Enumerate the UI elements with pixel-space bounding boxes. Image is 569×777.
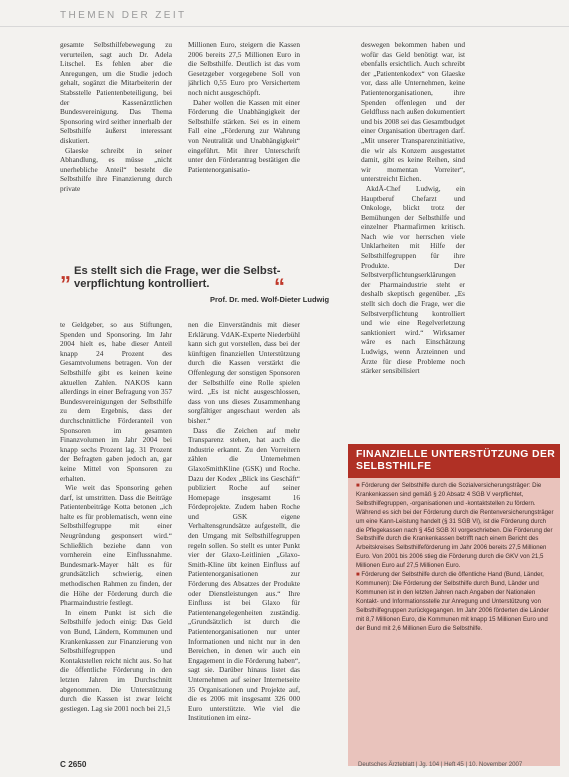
paragraph: nen die Einverständnis mit dieser Erklärung. VdAK-Experte Niederbühl kann sich gut vorstellen, dass bei der künftigen finanziellen Unterstützung durch die Kassen verstärkt die Offenlegung der sonstigen Sponsoren der Selbsthilfe eine Rolle spielen wird. „Es ist nicht ausgeschlossen, dass von uns dieses Zusammenhang sorgfältiger angeschaut werden als bisher.“ [188, 320, 300, 425]
column-2-bottom [188, 320, 300, 765]
info-box-body [356, 482, 554, 760]
info-box [348, 444, 560, 766]
column-1-bottom [60, 320, 172, 765]
column-3 [361, 40, 465, 426]
bullet-icon: ■ [356, 482, 360, 489]
quote-close-mark: “ [274, 274, 285, 299]
paragraph: In einem Punkt ist sich die Selbsthilfe jedoch einig: Das Geld von Bund, Ländern, Kommunen und Krankenkassen zur Finanzierung von Selbsthilfegruppen und Kontaktstellen reicht nicht aus. So hat die öffentliche Förderung in den letzten Jahren im Durchschnitt abgenommen. Die Unterstützung durch die Kassen ist zwar leicht gestiegen. Lag sie 2001 noch bei 21,5 [60, 607, 172, 713]
paragraph: te Geldgeber, so aus Stiftungen, Spenden und Sponsoring. Im Jahr 2004 hielt es, habe dieser Anteil knapp 24 Prozent des Gesamtvolumens betragen. Von der Selbsthilfe gibt es keinen keine aktuellen Zahlen. NAKOS kann allerdings in einer Befragung von 357 Bundesvereinigungen der Selbsthilfe zu dem Ergebnis, dass der durchschnittliche Förderanteil von Sponsoren im gesamten Finanzvolumen im Jahr 2004 bei knapp sechs Prozent lag. 31 Prozent der Befragten gaben jedoch an, gar keine Mittel von Sponsoren zu erhalten. [60, 320, 172, 483]
info-box-header [348, 444, 560, 478]
paragraph: deswegen bekommen haben und wofür das Geld benötigt war, ist ebenfalls ersichtlich. Auch schreibt der „Patientenkodex“ von Glaeske vor, dass alle Unternehmen, keine Patientenorganisationen, ihre Spenden offenlegen und der Geldfluss nach außen dokumentiert und bis 2008 sei das Gesamtbudget einer Organisation übertragen darf. „Mit unserer Transparenzinitiative, die wir als Konzern ausgestattet damit, gibt es keine Reihen, sind wir momentan Vorreiter“, unterstreicht Eichen. [361, 40, 465, 184]
info-box-text: Förderung der Selbsthilfe durch die Sozialversicherungsträger: Die Krankenkassen sind gemäß § 20 Absatz 4 SGB V verpflichtet, Selbsthilfegruppen, -organisationen und -kontaktstellen zu fördern. Während es sich bei der Förderung durch die Rentenversicherungsträger um eine Kann-Leistung handelt (§ 31 SGB VI), ist die Förderung durch die Pflegekassen nach § 45d SGB XI vorgeschrieben. Die Förderung der Selbsthilfe durch die Krankenkassen betrifft nach einem Bericht des Arbeitskreises Selbsthilfeförderung im Jahr 2006 bereits 27,5 Millionen Euro. Von 2001 bis 2006 stieg die Förderung durch die GKV von 21,5 Millionen Euro auf 27,5 Millionen Euro. [356, 482, 554, 570]
bullet-icon: ■ [356, 571, 360, 579]
paragraph: Glaeske schreibt in seiner Abhandlung, es müsse „nicht unerhebliche Anteil“ besteht die Selbsthilfe ihre Finanzierung durch private [60, 145, 172, 193]
info-box-title: FINANZIELLE UNTERSTÜTZUNG DER SELBSTHILFE [356, 449, 556, 473]
paragraph: Dass die Zeichen auf mehr Transparenz stehen, hat auch die Industrie erkannt. Zu den Vorreitern zählen die Unternehmen GlaxoSmithKline (GSK) und Roche. Dazu der Kodex „Blick ins Geschäft“ publiziert Roche auf seiner Homepage insgesamt 16 Fördeprojekte. Zudem haben Roche und GSK eigene Verhaltensgrundsätze aufgestellt, die den Umgang mit Selbsthilfegruppen regeln sollen. So stellt es unter Punkt vier der Glaxo-Leitlinien „Glaxo-Smith-Kline übt keinen Einfluss auf Patientenorganisationen zur Förderung des Absatzes der Produkte oder Dienstleistungen aus.“ Ihre Einfluss ist bei Glaxo für Patientenangelegenheiten zuständig. „Grundsätzlich ist durch die Patientenorganisationen nur unter Informationen und nicht nur in den Bereichen, in denen wir auch ein Engagement in die Förderung haben“, sagt sie. Darüber hinaus listet das Unternehmen auf seiner Internetseite 35 Organisationen und Projekte auf, die es 2006 mit insgesamt 326 000 Euro unterstützte. Wie viel die Institutionen im einz- [188, 425, 300, 723]
page-number: C 2650 [60, 760, 87, 769]
column-2-top [188, 40, 300, 280]
paragraph: AkdÄ-Chef Ludwig, ein Hauptberuf Chefarzt und Onkologe, blickt trotz der Bemühungen der Selbsthilfe und einzelner Pharmafirmen kritisch. Nach wie vor herrschen viele Unklarheiten mit Hilfe der Selbsthilfegruppen für ihre Produkte. Der Selbstverpflichtungserklärungen der Pharmaindustrie steht er deshalb skeptisch gegenüber. „Es stellt sich doch die Frage, wer die Selbstverpflichtung kontrolliert und wie eine Regelverletzung sanktioniert wird.“ Wirksamer wäre es nach Einschätzung Ludwigs, wenn Ärzteinnen und Ärzte für diese Probleme noch stärker sensibilisiert [361, 183, 465, 376]
section-title: THEMEN DER ZEIT [60, 10, 187, 21]
info-box-text: Förderung der Selbsthilfe durch die öffentliche Hand (Bund, Länder, Kommunen): Die Förderung der Selbsthilfe durch Bund, Länder und Kommunen ist in den letzten Jahren nach Angaben der Nationalen Kontakt- und Informationsstelle zur Anregung und Unterstützung von Selbsthilfegruppen zurückgegangen. Im Jahr 2006 förderten die Länder mit 8,7 Millionen Euro, die Kommunen mit knapp 15 Millionen Euro und der Bund mit 2,6 Millionen Euro die Selbsthilfe. [356, 571, 549, 632]
journal-citation: Deutsches Ärzteblatt | Jg. 104 | Heft 45 | 10. November 2007 [358, 761, 523, 768]
pull-quote [60, 259, 340, 310]
column-1-top [60, 40, 172, 284]
header-rule [0, 26, 569, 27]
quote-open-mark: „ [60, 259, 71, 284]
info-box-paragraph [356, 482, 554, 571]
quote-author: Prof. Dr. med. Wolf-Dieter Ludwig [210, 295, 330, 304]
paragraph: gesamte Selbsthilfebewegung zu verurteilen, sagt auch Dr. Adela Litschel. Es fehlen aber die Anregungen, um die Studie jedoch gehalt, sogänzt die Mitarbeiterin der Stabsstelle Patientenbeteiligung, bei der Kassenärztlichen Bundesvereinigung. Das Thema Sponsoring wird seither innerhalb der Selbsthilfe äußerst interessant diskutiert. [60, 40, 172, 145]
paragraph: Daher wollen die Kassen mit einer Förderung die Unabhängigkeit der Selbsthilfe stärken. Sei es in einem Fall eine „Förderung zur Wahrung von Neutralität und Unabhängigkeit“ eingeführt. Mit ihrer Unterschrift unter den Förderantrag bestätigen die Patientenorganisatio- [188, 97, 300, 174]
quote-text: Es stellt sich die Frage, wer die Selbst-verpflichtung kontrolliert. [74, 265, 281, 290]
info-box-paragraph [356, 571, 554, 633]
paragraph: Millionen Euro, steigern die Kassen 2006 bereits 27,5 Millionen Euro in die Selbsthilfe. Deutlich ist das vom Gesetzgeber vorgegebene Soll von jährlich 0,55 Euro pro Versichertem noch nicht ausgeschöpft. [188, 40, 300, 97]
paragraph: Wie weit das Sponsoring gehen darf, ist umstritten. Dass die Beiträge Patientenbeiträge Kotta betonen „ich halte es für problematisch, wenn eine Selbsthilfegruppe mit einer Neugründung gesponsert wird.“ Schließlich beziehe dann von vornherein eine Einflussnahme. Bundesmark-Mayer hält es für grundsätzlich schwierig, einen methodischen Rahmen zu finden, der die Höhe der Förderung durch die Pharmaindustrie festlegt. [60, 483, 172, 608]
